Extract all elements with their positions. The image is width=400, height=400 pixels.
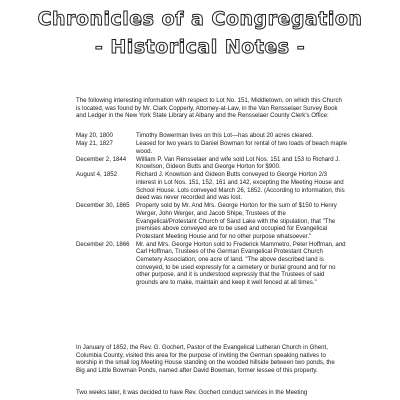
- timeline-entry: [76, 140, 348, 155]
- body-paragraph: Two weeks later, it was decided to have Rev. Gochert conduct services in the Meeting: [76, 389, 308, 396]
- timeline-text: Mr. and Mrs. George Horton sold to Frederick Mammetro, Peter Hoffman, and Carl Hoffman, Trustees of the German Evangelical Protestant Church Cemetery Association, one acre of land. "The above described land is conveyed, to be used expressly for a cemetery or burial ground and for no other purpose, and it is understood expressly that the Trustees of said grounds are to make, maintain and keep it well fenced at all times.": [136, 240, 346, 286]
- timeline-text: Leased for two years to Daniel Bowman for rental of two loads of beach maple wood.: [136, 140, 348, 155]
- body-paragraph: In January of 1852, the Rev. G. Gochert, Pastor of the Evangelical Lutheran Church in Ghent, Columbia County, visited this area for the purpose of inviting the German speaking natives to worship in the small log Meeting House standing on the wooded hillside between two ponds, the Big and Little Bowman Ponds, named after David Bowman, former lessee of this property.: [76, 344, 335, 374]
- timeline-text: Richard J. Knowlson and Gideon Butts conveyed to George Horton 2/3 interest in Lot Nos. 151, 152, 161 and 142, excepting the Meeting House and School House. Lots conveyed March 26, 1852. (According to information, this deed was never recorded and was lost.: [136, 171, 345, 202]
- timeline-date: August 4, 1852: [76, 171, 117, 179]
- timeline-date: December 2, 1844: [76, 155, 127, 163]
- timeline-text: William P. Van Rensselaer and wife sold Lot Nos. 151 and 153 to Richard J. Knowlson, Gideon Butts and George Horton for $900.: [136, 155, 341, 171]
- timeline-date: May 20, 1800: [76, 132, 113, 139]
- timeline-entry: [76, 156, 348, 171]
- intro-paragraph: The following interesting information with respect to Lot No. 151, Middletown, on which this Church is located, was found by Mr. Clark Copperly, Attorney-at-Law, in the Van Rensselaer Survey Book and Ledger in the New York State Library at Albany and the Rensselaer County Clerk's Office:: [76, 97, 342, 120]
- page-subtitle: - Historical Notes -: [94, 36, 306, 58]
- timeline-entry: [76, 202, 348, 240]
- timeline-date: May 21, 1827: [76, 140, 113, 148]
- timeline-entry: [76, 241, 348, 287]
- timeline-list: [76, 132, 348, 287]
- timeline-date: December 30, 1865: [76, 202, 130, 210]
- timeline-date: December 20, 1866: [76, 240, 130, 248]
- timeline-text: Property sold by Mr. And Mrs. George Horton for the sum of $150 to Henry Werger, John Werger, and Jacob Shipe, Trustees of the Evangelical/Protestant Church of Sand Lake with the stipulation, that "The premises above conveyed are to be used and occupied for Evangelical Protestant Meeting House and for no other purpose whatsoever.": [136, 202, 337, 240]
- timeline-text: Timothy Bowerman lives on this Lot—has about 20 acres cleared.: [136, 132, 314, 139]
- timeline-entry: [76, 132, 348, 140]
- timeline-entry: [76, 171, 348, 201]
- page-title: Chronicles of a Congregation: [37, 8, 363, 30]
